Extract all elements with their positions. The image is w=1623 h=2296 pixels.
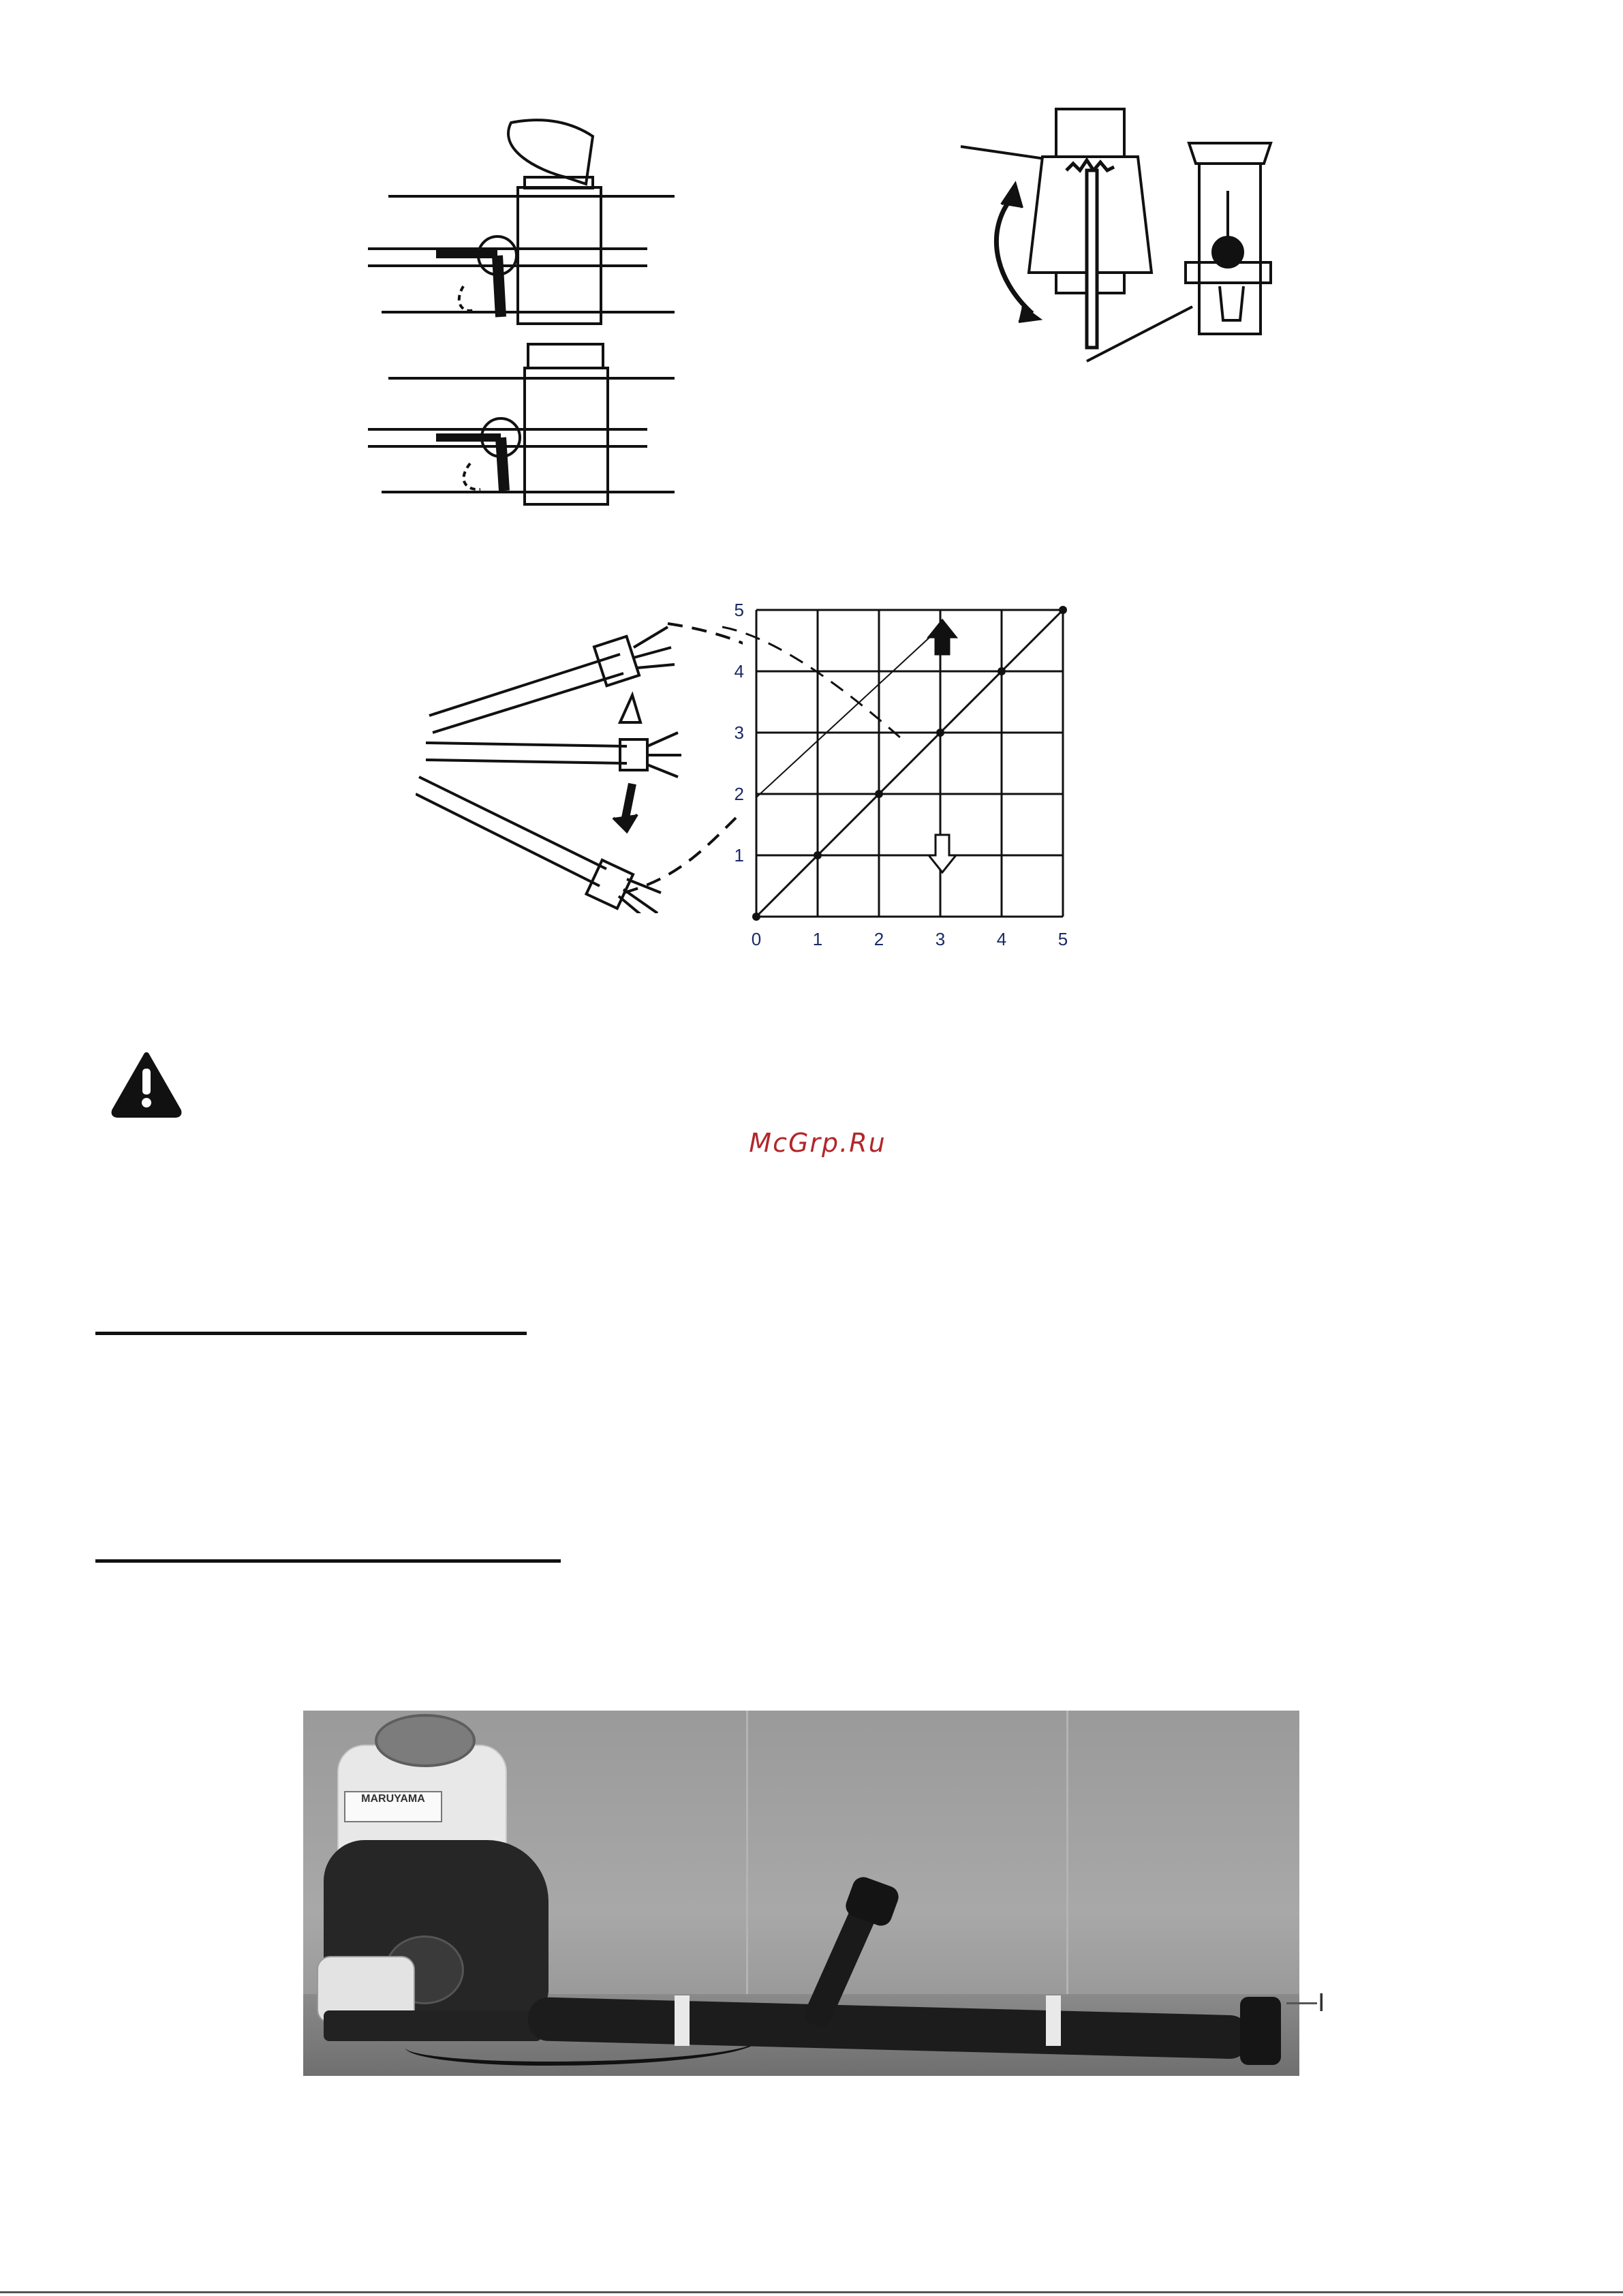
- data-point: [1059, 606, 1067, 614]
- x-tick-label: 5: [1057, 929, 1068, 949]
- tank-cap: [375, 1714, 476, 1767]
- nozzle-end: [1240, 1997, 1281, 2065]
- y-tick-label: 4: [734, 661, 744, 682]
- section-rule-2: [95, 1559, 561, 1563]
- y-tick-label: 2: [734, 784, 744, 804]
- x-tick-label: 1: [812, 929, 823, 949]
- arrow-down-icon: [929, 835, 956, 872]
- data-point: [998, 667, 1006, 675]
- x-tick-label: 2: [874, 929, 884, 949]
- y-tick-label: 3: [734, 722, 744, 743]
- data-point: [814, 851, 822, 859]
- arrow-up-icon: [929, 620, 956, 654]
- y-tick-label: 5: [734, 600, 744, 620]
- photo-callout-line: [1286, 2002, 1317, 2004]
- x-tick-label: 4: [996, 929, 1007, 949]
- data-point: [752, 913, 760, 921]
- valve-lever-illustration: [361, 109, 681, 511]
- page-bottom-line: [0, 2291, 1623, 2293]
- warning-icon: [109, 1050, 184, 1118]
- chart-arrow-line: [756, 634, 933, 797]
- data-point: [936, 729, 944, 737]
- watermark-text: McGrp.Ru: [749, 1128, 886, 1158]
- x-tick-label: 0: [751, 929, 762, 949]
- y-tick-label: 1: [734, 845, 744, 866]
- nozzle-chart: [722, 586, 1090, 954]
- dosing-dial-illustration: [954, 102, 1295, 375]
- data-point: [875, 790, 883, 798]
- photo-callout-label: I: [1318, 1989, 1325, 2017]
- section-rule-1: [95, 1332, 527, 1335]
- nozzle-angle-illustration: [416, 593, 743, 913]
- sprayer-photo: [303, 1711, 1299, 2076]
- x-tick-label: 3: [935, 929, 946, 949]
- tank-brand-label: MARUYAMA: [344, 1791, 442, 1822]
